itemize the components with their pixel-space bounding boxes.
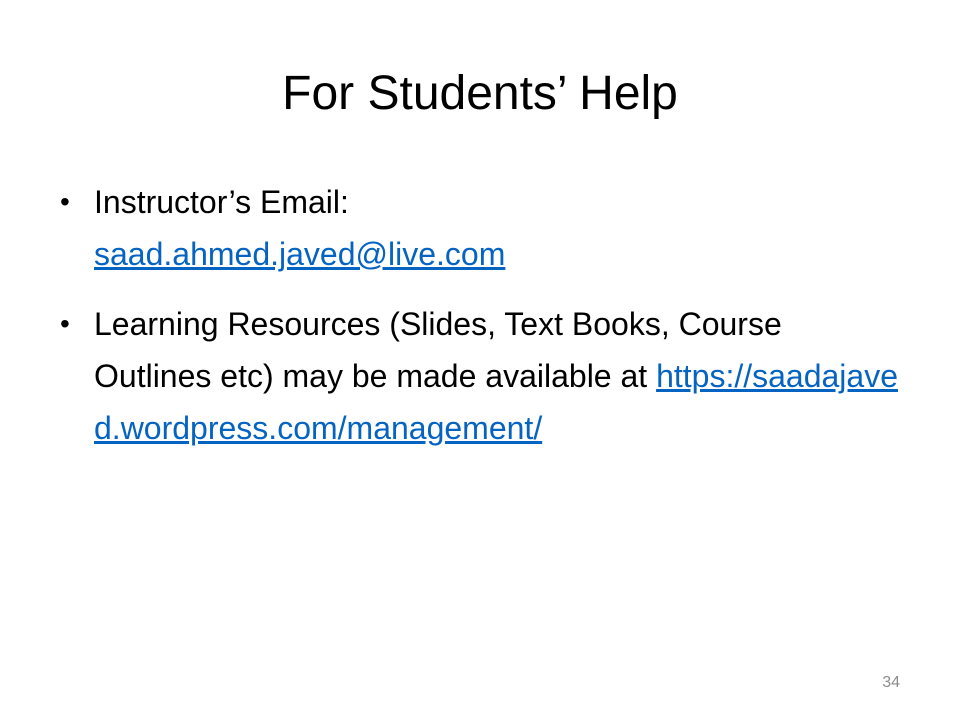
page-number: 34 <box>882 674 900 691</box>
bullet-dot-icon: • <box>60 308 70 339</box>
resources-text: Learning Resources (Slides, Text Books, Course Outlines etc) may be made available at <box>94 306 782 394</box>
email-link[interactable]: saad.ahmed.javed@live.com <box>94 236 506 272</box>
email-label: Instructor’s Email: <box>94 184 349 220</box>
bullet-list <box>58 176 898 472</box>
bullet-item-email <box>58 176 898 280</box>
bullet-item-resources <box>58 298 898 454</box>
resources-link[interactable]: https://saadajaved.wordpress.com/management/ <box>94 358 898 446</box>
bullet-dot-icon: • <box>60 186 70 217</box>
slide-title: For Students’ Help <box>282 67 678 120</box>
